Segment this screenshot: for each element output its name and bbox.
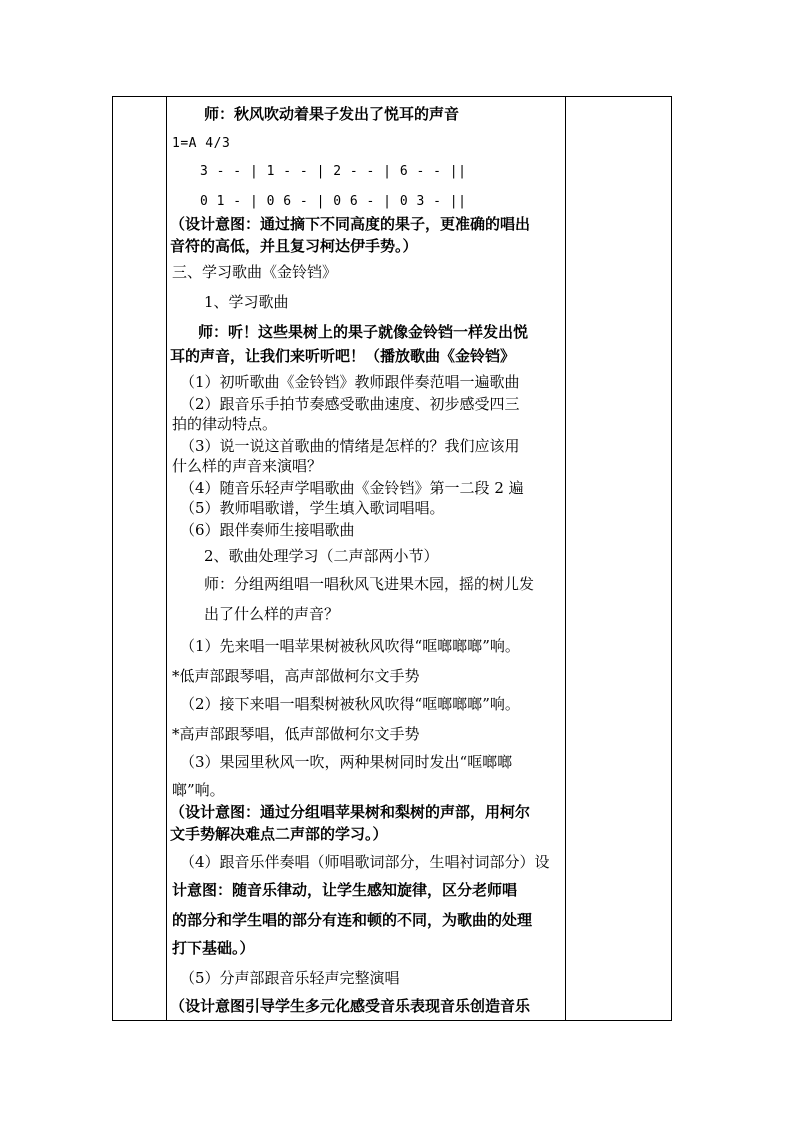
processing-step-1: （1）先来唱一唱苹果树被秋风吹得“哐啷啷啷”响。 [180,637,520,655]
design-intent-2-line-1: （设计意图：通过分组唱苹果树和梨树的声部，用柯尔 [170,803,531,821]
teacher-line-listen-1: 师：听！这些果树上的果子就像金铃铛一样发出悦 [198,323,529,341]
subheading-learn-song: 1、学习歌曲 [204,293,289,311]
design-intent-1-line-1: （设计意图：通过摘下不同高度的果子，更准确的唱出 [170,215,531,233]
key-signature: 1=A 4/3 [172,136,231,151]
accompaniment-step-line-4: 打下基础。） [172,939,255,957]
processing-step-3-line-1: （3）果园里秋风一吹，两种果树同时发出“哐啷啷 [180,753,513,771]
notation-line-2: 0 1 - | 0 6 - | 0 6 - | 0 3 - || [200,194,467,209]
processing-note-2: *高声部跟琴唱，低声部做柯尔文手势 [172,725,420,743]
step-2-line-1: （2）跟音乐手拍节奏感受歌曲速度、初步感受四三 [180,395,520,413]
processing-step-3-line-2: 啷”响。 [172,781,225,799]
processing-note-1: *低声部跟琴唱，高声部做柯尔文手势 [172,667,420,685]
design-intent-2-line-2: 文手势解决难点二声部的学习。） [170,825,388,843]
subheading-song-processing: 2、歌曲处理学习（二声部两小节） [204,547,439,565]
voice-parts-step: （5）分声部跟音乐轻声完整演唱 [180,969,400,987]
teacher-line-autumn-wind: 师：秋风吹动着果子发出了悦耳的声音 [204,105,460,123]
step-2-line-2: 拍的律动特点。 [172,415,278,433]
step-3-line-1: （3）说一说这首歌曲的情绪是怎样的？我们应该用 [180,437,520,455]
notation-line-1: 3 - - | 1 - - | 2 - - | 6 - - || [200,164,467,179]
step-3-line-2: 什么样的声音来演唱？ [172,457,323,475]
teacher-line-groups-1: 师：分组两组唱一唱秋风飞进果木园，摇的树儿发 [204,575,535,593]
step-4: （4）随音乐轻声学唱歌曲《金铃铛》第一二段 2 遍 [180,479,524,497]
table-column-divider-left [166,96,167,1021]
step-5: （5）教师唱歌谱，学生填入歌词唱唱。 [180,499,445,517]
design-intent-1-line-2: 音符的高低，并且复习柯达伊手势。） [170,237,418,255]
step-1: （1）初听歌曲《金铃铛》教师跟伴奏范唱一遍歌曲 [180,373,520,391]
step-6: （6）跟伴奏师生接唱歌曲 [180,521,355,539]
accompaniment-step-line-1: （4）跟音乐伴奏唱（师唱歌词部分，生唱衬词部分）设 [180,853,550,871]
design-intent-3-line-1: （设计意图引导学生多元化感受音乐表现音乐创造音乐 [170,997,531,1015]
section-heading-learn-song: 三、学习歌曲《金铃铛》 [172,263,338,281]
teacher-line-listen-2: 耳的声音，让我们来听听吧！（播放歌曲《金铃铛》 [170,347,516,365]
accompaniment-step-line-2: 计意图：随音乐律动，让学生感知旋律，区分老师唱 [172,881,518,899]
accompaniment-step-line-3: 的部分和学生唱的部分有连和顿的不同，为歌曲的处理 [172,911,533,929]
processing-step-2: （2）接下来唱一唱梨树被秋风吹得“哐啷啷啷”响。 [180,695,520,713]
table-column-divider-right [565,96,566,1021]
teacher-line-groups-2: 出了什么样的声音？ [204,605,340,623]
